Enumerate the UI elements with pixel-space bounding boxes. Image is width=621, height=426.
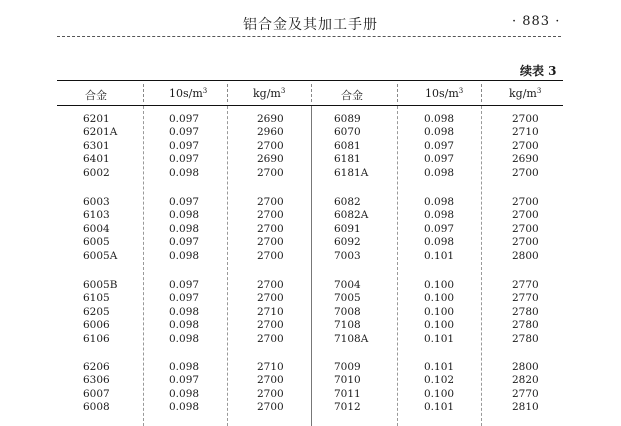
cell-density: 2780 <box>512 319 539 332</box>
cell-density: 2700 <box>257 249 284 262</box>
table-row <box>57 306 563 319</box>
row-group <box>57 196 563 263</box>
cell-coeff: 0.097 <box>169 113 200 125</box>
cell-density: 2700 <box>257 209 284 222</box>
column-header-alloy: 合金 <box>85 89 107 102</box>
cell-coeff: 0.098 <box>424 166 455 179</box>
table-row <box>57 374 563 387</box>
cell-density: 2700 <box>257 401 284 414</box>
cell-alloy: 6005B <box>83 279 118 291</box>
cell-density: 2960 <box>257 126 284 139</box>
table-row <box>57 236 563 249</box>
cell-alloy: 6206 <box>83 361 110 373</box>
cell-alloy: 6092 <box>334 236 361 249</box>
cell-coeff: 0.101 <box>424 401 455 414</box>
cell-density: 2700 <box>257 279 284 291</box>
cell-density: 2800 <box>512 249 539 262</box>
cell-coeff: 0.098 <box>169 387 200 400</box>
cell-coeff: 0.101 <box>424 332 455 345</box>
cell-coeff: 0.102 <box>424 374 455 387</box>
cell-coeff: 0.097 <box>169 236 200 249</box>
cell-density: 2700 <box>257 319 284 332</box>
cell-coeff: 0.100 <box>424 319 455 332</box>
cell-alloy: 7009 <box>334 361 361 373</box>
cell-alloy: 6006 <box>83 319 110 332</box>
header-divider <box>227 84 228 102</box>
header-divider <box>397 84 398 102</box>
cell-density: 2770 <box>512 292 539 305</box>
cell-density: 2700 <box>257 332 284 345</box>
cell-density: 2700 <box>512 166 539 179</box>
cell-alloy: 6070 <box>334 126 361 139</box>
cell-density: 2700 <box>512 113 539 125</box>
cell-coeff: 0.098 <box>424 126 455 139</box>
column-header-coeff: $10s/m^3$ <box>425 87 464 100</box>
cell-coeff: 0.100 <box>424 292 455 305</box>
cell-density: 2700 <box>512 196 539 208</box>
column-header-density: $kg/m^3$ <box>509 87 542 100</box>
cell-alloy: 6008 <box>83 401 110 414</box>
table-row <box>57 209 563 222</box>
cell-coeff: 0.097 <box>169 196 200 208</box>
cell-alloy: 6181 <box>334 153 361 166</box>
cell-density: 2700 <box>257 387 284 400</box>
cell-alloy: 6401 <box>83 153 110 166</box>
cell-alloy: 6002 <box>83 166 110 179</box>
cell-density: 2690 <box>257 113 284 125</box>
table-header-row <box>57 81 563 106</box>
cell-coeff: 0.100 <box>424 279 455 291</box>
table-row <box>57 292 563 305</box>
cell-alloy: 6201A <box>83 126 118 139</box>
column-header-coeff: $10s/m^3$ <box>169 87 208 100</box>
row-group <box>57 113 563 180</box>
cell-coeff: 0.098 <box>424 196 455 208</box>
density-table <box>57 80 563 426</box>
table-row <box>57 250 563 263</box>
cell-density: 2700 <box>512 222 539 235</box>
cell-coeff: 0.098 <box>169 332 200 345</box>
cell-alloy: 7012 <box>334 401 361 414</box>
cell-density: 2700 <box>257 374 284 387</box>
cell-alloy: 6105 <box>83 292 110 305</box>
header-divider <box>311 84 312 102</box>
cell-alloy: 6103 <box>83 209 110 222</box>
continued-table-label: 续表 3 <box>520 64 557 78</box>
column-header-density: $kg/m^3$ <box>253 87 286 100</box>
cell-coeff: 0.100 <box>424 387 455 400</box>
cell-alloy: 7011 <box>334 387 361 400</box>
cell-alloy: 6005 <box>83 236 110 249</box>
cell-density: 2700 <box>257 166 284 179</box>
cell-alloy: 6005A <box>83 249 118 262</box>
column-header-alloy: 合金 <box>341 89 363 102</box>
cell-alloy: 6003 <box>83 196 110 208</box>
cell-density: 2700 <box>257 196 284 208</box>
cell-alloy: 7108 <box>334 319 361 332</box>
cell-density: 2810 <box>512 401 539 414</box>
cell-density: 2690 <box>512 153 539 166</box>
cell-density: 2700 <box>257 139 284 152</box>
cell-coeff: 0.097 <box>424 222 455 235</box>
cell-density: 2700 <box>257 236 284 249</box>
cell-density: 2690 <box>257 153 284 166</box>
cell-alloy: 6089 <box>334 113 361 125</box>
table-row <box>57 167 563 180</box>
cell-coeff: 0.098 <box>424 209 455 222</box>
cell-coeff: 0.097 <box>169 139 200 152</box>
cell-density: 2700 <box>257 222 284 235</box>
cell-alloy: 7008 <box>334 305 361 318</box>
cell-alloy: 7004 <box>334 279 361 291</box>
cell-density: 2710 <box>257 361 284 373</box>
cell-coeff: 0.098 <box>169 401 200 414</box>
row-group <box>57 279 563 346</box>
header-divider <box>481 84 482 102</box>
cell-coeff: 0.098 <box>169 222 200 235</box>
cell-coeff: 0.100 <box>424 305 455 318</box>
table-row <box>57 223 563 236</box>
cell-coeff: 0.098 <box>169 209 200 222</box>
cell-alloy: 6082 <box>334 196 361 208</box>
table-row <box>57 153 563 166</box>
cell-alloy: 6091 <box>334 222 361 235</box>
table-body <box>57 106 563 426</box>
cell-density: 2700 <box>512 139 539 152</box>
cell-density: 2780 <box>512 305 539 318</box>
cell-alloy: 6306 <box>83 374 110 387</box>
cell-density: 2800 <box>512 361 539 373</box>
table-row <box>57 333 563 346</box>
cell-density: 2710 <box>512 126 539 139</box>
cell-coeff: 0.098 <box>424 236 455 249</box>
header-divider <box>143 84 144 102</box>
cell-density: 2820 <box>512 374 539 387</box>
cell-coeff: 0.097 <box>169 374 200 387</box>
cell-coeff: 0.097 <box>424 153 455 166</box>
cell-density: 2770 <box>512 387 539 400</box>
cell-coeff: 0.097 <box>424 139 455 152</box>
table-row <box>57 126 563 139</box>
header-rule <box>57 36 561 37</box>
cell-alloy: 6082A <box>334 209 369 222</box>
cell-alloy: 6106 <box>83 332 110 345</box>
cell-alloy: 6181A <box>334 166 369 179</box>
table-row <box>57 140 563 153</box>
cell-coeff: 0.098 <box>169 319 200 332</box>
cell-coeff: 0.098 <box>424 113 455 125</box>
cell-alloy: 6081 <box>334 139 361 152</box>
table-row <box>57 361 563 374</box>
table-row <box>57 113 563 126</box>
cell-alloy: 7005 <box>334 292 361 305</box>
cell-density: 2700 <box>512 236 539 249</box>
cell-coeff: 0.097 <box>169 153 200 166</box>
cell-alloy: 6004 <box>83 222 110 235</box>
page-number: · 883 · <box>512 14 561 29</box>
cell-alloy: 7010 <box>334 374 361 387</box>
cell-coeff: 0.098 <box>169 361 200 373</box>
cell-alloy: 6205 <box>83 305 110 318</box>
cell-alloy: 6007 <box>83 387 110 400</box>
table-row <box>57 401 563 414</box>
cell-coeff: 0.097 <box>169 279 200 291</box>
cell-coeff: 0.098 <box>169 305 200 318</box>
cell-density: 2700 <box>512 209 539 222</box>
table-row <box>57 319 563 332</box>
row-group <box>57 361 563 415</box>
cell-coeff: 0.097 <box>169 126 200 139</box>
page-header-title: 铝合金及其加工手册 <box>243 17 378 33</box>
cell-alloy: 6301 <box>83 139 110 152</box>
cell-coeff: 0.098 <box>169 166 200 179</box>
cell-coeff: 0.101 <box>424 249 455 262</box>
cell-coeff: 0.101 <box>424 361 455 373</box>
cell-density: 2770 <box>512 279 539 291</box>
cell-coeff: 0.098 <box>169 249 200 262</box>
table-row <box>57 196 563 209</box>
cell-density: 2780 <box>512 332 539 345</box>
cell-density: 2710 <box>257 305 284 318</box>
cell-alloy: 7003 <box>334 249 361 262</box>
cell-alloy: 6201 <box>83 113 110 125</box>
cell-density: 2700 <box>257 292 284 305</box>
cell-alloy: 7108A <box>334 332 369 345</box>
cell-coeff: 0.097 <box>169 292 200 305</box>
table-row <box>57 388 563 401</box>
table-row <box>57 279 563 292</box>
